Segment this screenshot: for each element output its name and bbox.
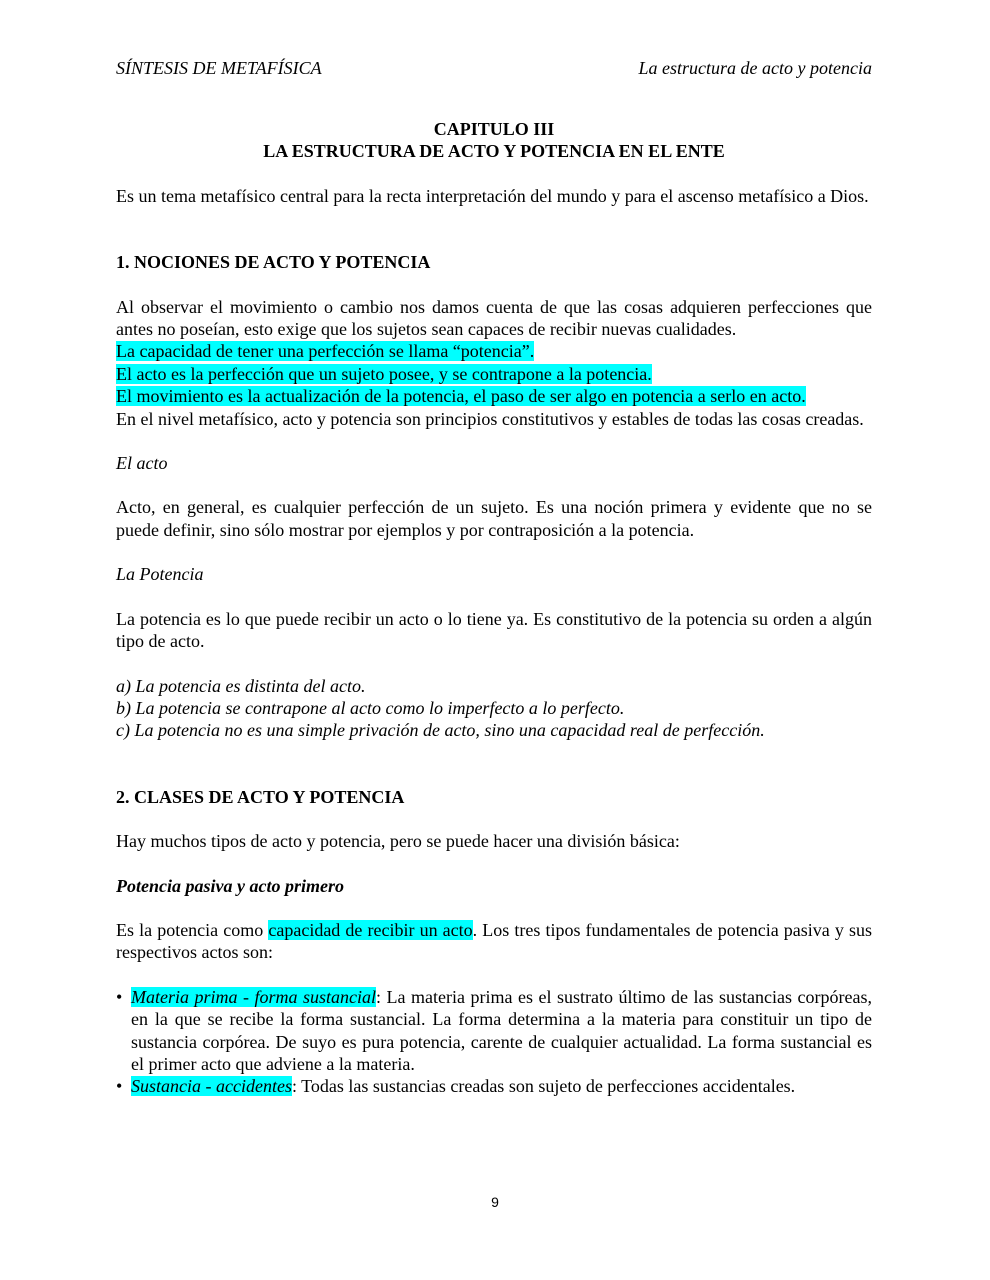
- highlight-movimiento-definition: [116, 385, 872, 407]
- paragraph-text: Es la potencia como: [116, 919, 269, 940]
- section2-heading: 2. CLASES DE ACTO Y POTENCIA: [116, 786, 405, 807]
- highlight-acto-definition: [116, 363, 872, 385]
- potencia-paragraph: La potencia es lo que puede recibir un acto o lo tiene ya. Es constitutivo de la potencia su orden a algún tipo de acto.: [116, 608, 872, 652]
- list-item: [116, 1075, 872, 1097]
- bullet-term: Sustancia - accidentes: [131, 1076, 292, 1097]
- highlight-text: El acto es la perfección que un sujeto posee, y se contrapone a la potencia.: [116, 363, 652, 384]
- highlight-text: capacidad de recibir un acto: [268, 919, 473, 940]
- section1-heading: 1. NOCIONES DE ACTO Y POTENCIA: [116, 252, 431, 273]
- potencia-pasiva-paragraph: [116, 919, 872, 964]
- bullet-term: Materia prima - forma sustancial: [131, 986, 377, 1007]
- potencia-pasiva-subheading: Potencia pasiva y acto primero: [116, 875, 344, 896]
- potencia-properties-list: [116, 675, 872, 742]
- list-item: [116, 986, 872, 1076]
- bullet-text: : La materia prima es el sustrato último de las sustancias corpóreas, en la que se recibe la forma sustancial. La forma determina a la materia para constituir un tipo de sustancia corpórea. De suyo es pura potencia, carente de cualquier actualidad. La forma sustancial es el primer acto que adviene a la materia.: [131, 986, 872, 1074]
- list-item: b) La potencia se contrapone al acto como lo imperfecto a lo perfecto.: [116, 697, 625, 718]
- section2-intro: Hay muchos tipos de acto y potencia, pero se puede hacer una división básica:: [116, 831, 680, 852]
- bullet-icon: •: [116, 986, 123, 1007]
- paragraph-text: . Los tres tipos fundamentales de potencia pasiva y sus respectivos actos son:: [116, 919, 872, 963]
- acto-subheading: El acto: [116, 453, 168, 474]
- page-body: [116, 118, 872, 1098]
- potencia-subheading: La Potencia: [116, 564, 204, 585]
- list-item: a) La potencia es distinta del acto.: [116, 675, 366, 696]
- highlight-text: La capacidad de tener una perfección se llama “potencia”.: [116, 341, 535, 362]
- page-number: 9: [491, 1194, 499, 1210]
- section1-paragraph-2: En el nivel metafísico, acto y potencia son principios constitutivos y estables de todas las cosas creadas.: [116, 408, 864, 429]
- running-header-right: La estructura de acto y potencia: [638, 58, 872, 78]
- list-item: c) La potencia no es una simple privación de acto, sino una capacidad real de perfección.: [116, 720, 765, 741]
- highlight-text: El movimiento es la actualización de la potencia, el paso de ser algo en potencia a serlo en acto.: [116, 386, 806, 407]
- section1-paragraph-1: Al observar el movimiento o cambio nos damos cuenta de que las cosas adquieren perfecciones que antes no poseían, esto exige que los sujetos sean capaces de recibir nuevas cualidades.: [116, 296, 872, 340]
- bullet-text: : Todas las sustancias creadas son sujeto de perfecciones accidentales.: [291, 1076, 796, 1097]
- running-header-left: SÍNTESIS DE METAFÍSICA: [116, 58, 322, 78]
- chapter-title: LA ESTRUCTURA DE ACTO Y POTENCIA EN EL ENTE: [263, 141, 725, 162]
- chapter-number: CAPITULO III: [433, 119, 555, 139]
- bullet-icon: •: [116, 1076, 123, 1097]
- highlight-potencia-definition: [116, 340, 872, 362]
- intro-paragraph: Es un tema metafísico central para la recta interpretación del mundo y para el ascenso metafísico a Dios.: [116, 185, 869, 206]
- acto-paragraph: Acto, en general, es cualquier perfección de un sujeto. Es una noción primera y evidente que no se puede definir, sino sólo mostrar por ejemplos y por contraposición a la potencia.: [116, 497, 872, 540]
- bullet-list: [116, 986, 872, 1098]
